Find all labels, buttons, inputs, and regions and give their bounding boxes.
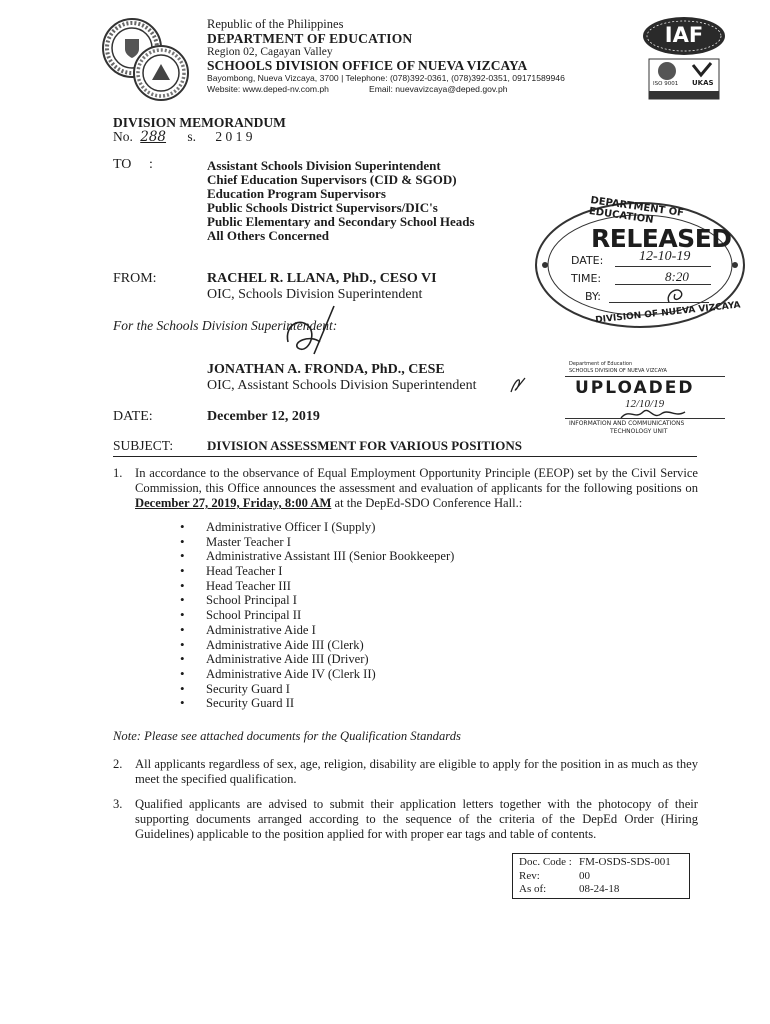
header-division-office: SCHOOLS DIVISION OFFICE OF NUEVA VIZCAYA: [207, 58, 528, 73]
doc-asof-row: [519, 883, 689, 897]
memo-number-row: [113, 129, 253, 145]
paragraph-1-text-b: at the DepEd-SDO Conference Hall.:: [331, 496, 523, 510]
header-department: DEPARTMENT OF EDUCATION: [207, 31, 413, 46]
uploaded-bottom1: INFORMATION AND COMMUNICATIONS: [569, 420, 685, 427]
to-colon: :: [149, 157, 153, 172]
document-code-box: [512, 853, 690, 899]
header-address: Bayombong, Nueva Vizcaya, 3700 | Telephone: (078)392-0361, (078)392-0351, 09171589946: [207, 73, 565, 83]
signatory-title: OIC, Assistant Schools Division Superintendent: [207, 378, 477, 393]
assessment-date: December 27, 2019, Friday, 8:00 AM: [135, 496, 332, 510]
recipient: Assistant Schools Division Superintendent: [207, 158, 441, 173]
header-website: Website: www.deped-nv.com.ph: [207, 84, 329, 94]
iaf-label: IAF: [664, 23, 704, 47]
released-word: RELEASED: [591, 224, 732, 253]
paragraph-1-number: 1.: [113, 466, 123, 480]
positions-list: [180, 520, 454, 711]
memo-no-label: No.: [113, 129, 133, 144]
uploaded-date: 12/10/19: [625, 398, 665, 410]
position-item: • Head Teacher III: [180, 579, 454, 594]
certification-block: [641, 15, 727, 101]
to-label: TO: [113, 157, 132, 172]
paragraph-3: [113, 797, 698, 842]
paragraph-1-text-a: In accordance to the observance of Equal Employment Opportunity Principle (EEOP) set by the Civil Service Commission, this Office announces the assessment and evaluation of applicants for the following positions on: [135, 466, 698, 495]
uploaded-bottom2: TECHNOLOGY UNIT: [610, 428, 668, 435]
header-region: Region 02, Cagayan Valley: [207, 46, 333, 58]
region-seal-icon: [132, 44, 190, 102]
signature-icon: [280, 302, 340, 362]
subject-divider: [113, 456, 697, 457]
position-item: • Administrative Aide IV (Clerk II): [180, 667, 454, 682]
doc-rev-row: [519, 870, 689, 884]
recipient: Public Elementary and Secondary School Heads: [207, 214, 475, 229]
paragraph-3-text: Qualified applicants are advised to submit their application letters together with the photocopy of their supporting documents arranged according to the sequence of the criteria of the DepEd Order (Hiring Guidelines) applicable to the position applied for with proper ear tags and table of contents.: [135, 797, 698, 841]
memo-series-value: 2 0 1 9: [215, 129, 253, 144]
recipient: Public Schools District Supervisors/DIC's: [207, 200, 438, 215]
from-title: OIC, Schools Division Superintendent: [207, 287, 423, 302]
uploaded-line1: Department of Education: [569, 361, 633, 367]
released-stamp: [533, 195, 747, 330]
released-date-label: DATE:: [571, 254, 604, 267]
position-item: • Security Guard II: [180, 696, 454, 711]
subject-label: SUBJECT:: [113, 438, 174, 453]
from-label: FROM:: [113, 271, 157, 286]
position-item: • Administrative Aide III (Driver): [180, 652, 454, 667]
released-initial-icon: [663, 284, 687, 306]
header-email: Email: nuevavizcaya@deped.gov.ph: [369, 84, 508, 94]
uploaded-top-rule: [565, 376, 725, 377]
paragraph-1: [113, 466, 698, 511]
released-by-label: BY:: [585, 290, 601, 303]
recipient: Education Program Supervisors: [207, 186, 386, 201]
uploaded-line2: SCHOOLS DIVISION OF NUEVA VIZCAYA: [569, 368, 667, 374]
released-time-value: 8:20: [665, 269, 689, 284]
position-item: • School Principal II: [180, 608, 454, 623]
ukas-label: UKAS: [692, 79, 714, 87]
paragraph-2-text: All applicants regardless of sex, age, religion, disability are eligible to apply for the position in as much as they meet the specified qualification.: [135, 757, 698, 786]
doc-code-row: [519, 856, 689, 870]
position-item: • Head Teacher I: [180, 564, 454, 579]
from-name: RACHEL R. LLANA, PhD., CESO VI: [207, 271, 437, 286]
position-item: • Administrative Assistant III (Senior Bookkeeper): [180, 549, 454, 564]
doc-asof-value: 08-24-18: [579, 883, 620, 895]
doc-asof-label: As of:: [519, 883, 547, 895]
released-bottom-text: DIVISION OF NUEVA VIZCAYA: [594, 300, 741, 326]
signatory-name: JONATHAN A. FRONDA, PhD., CESE: [207, 362, 445, 377]
recipient: Chief Education Supervisors (CID & SGOD): [207, 172, 457, 187]
uploaded-bottom-rule: [565, 418, 725, 419]
recipient: All Others Concerned: [207, 228, 330, 243]
uploaded-word: UPLOADED: [575, 378, 695, 398]
position-item: • School Principal I: [180, 593, 454, 608]
doc-rev-label: Rev:: [519, 869, 540, 882]
date-label: DATE:: [113, 409, 153, 424]
position-item: • Security Guard I: [180, 682, 454, 697]
paragraph-2: [113, 757, 698, 787]
paragraph-2-number: 2.: [113, 757, 123, 771]
doc-code-value: FM-OSDS-SDS-001: [579, 856, 671, 868]
position-item: • Administrative Aide I: [180, 623, 454, 638]
initial-icon: [507, 374, 529, 396]
subject-value: DIVISION ASSESSMENT FOR VARIOUS POSITIONS: [207, 438, 522, 453]
position-item: • Master Teacher I: [180, 535, 454, 550]
doc-code-label: Doc. Code :: [519, 856, 572, 868]
position-item: • Administrative Officer I (Supply): [180, 520, 454, 535]
doc-rev-value: 00: [579, 869, 590, 882]
uploaded-stamp: [565, 360, 725, 438]
released-date-value: 12-10-19: [639, 249, 691, 264]
date-value: December 12, 2019: [207, 409, 320, 424]
header-republic: Republic of the Philippines: [207, 17, 344, 31]
released-top-text: DEPARTMENT OF EDUCATION: [588, 195, 685, 226]
for-superintendent-label: For the Schools Division Superintendent:: [113, 318, 338, 333]
released-time-label: TIME:: [571, 272, 602, 285]
paragraph-1-text: [135, 466, 698, 511]
qualification-note: Note: Please see attached documents for the Qualification Standards: [113, 729, 461, 743]
iso-label: ISO 9001: [653, 81, 679, 87]
memo-no-value: 288: [140, 129, 167, 145]
memo-title: DIVISION MEMORANDUM: [113, 115, 286, 130]
released-date-line: [615, 266, 711, 267]
memo-series-label: s.: [187, 129, 197, 144]
position-item: • Administrative Aide III (Clerk): [180, 638, 454, 653]
paragraph-3-number: 3.: [113, 797, 123, 811]
released-by-line: [609, 302, 709, 303]
